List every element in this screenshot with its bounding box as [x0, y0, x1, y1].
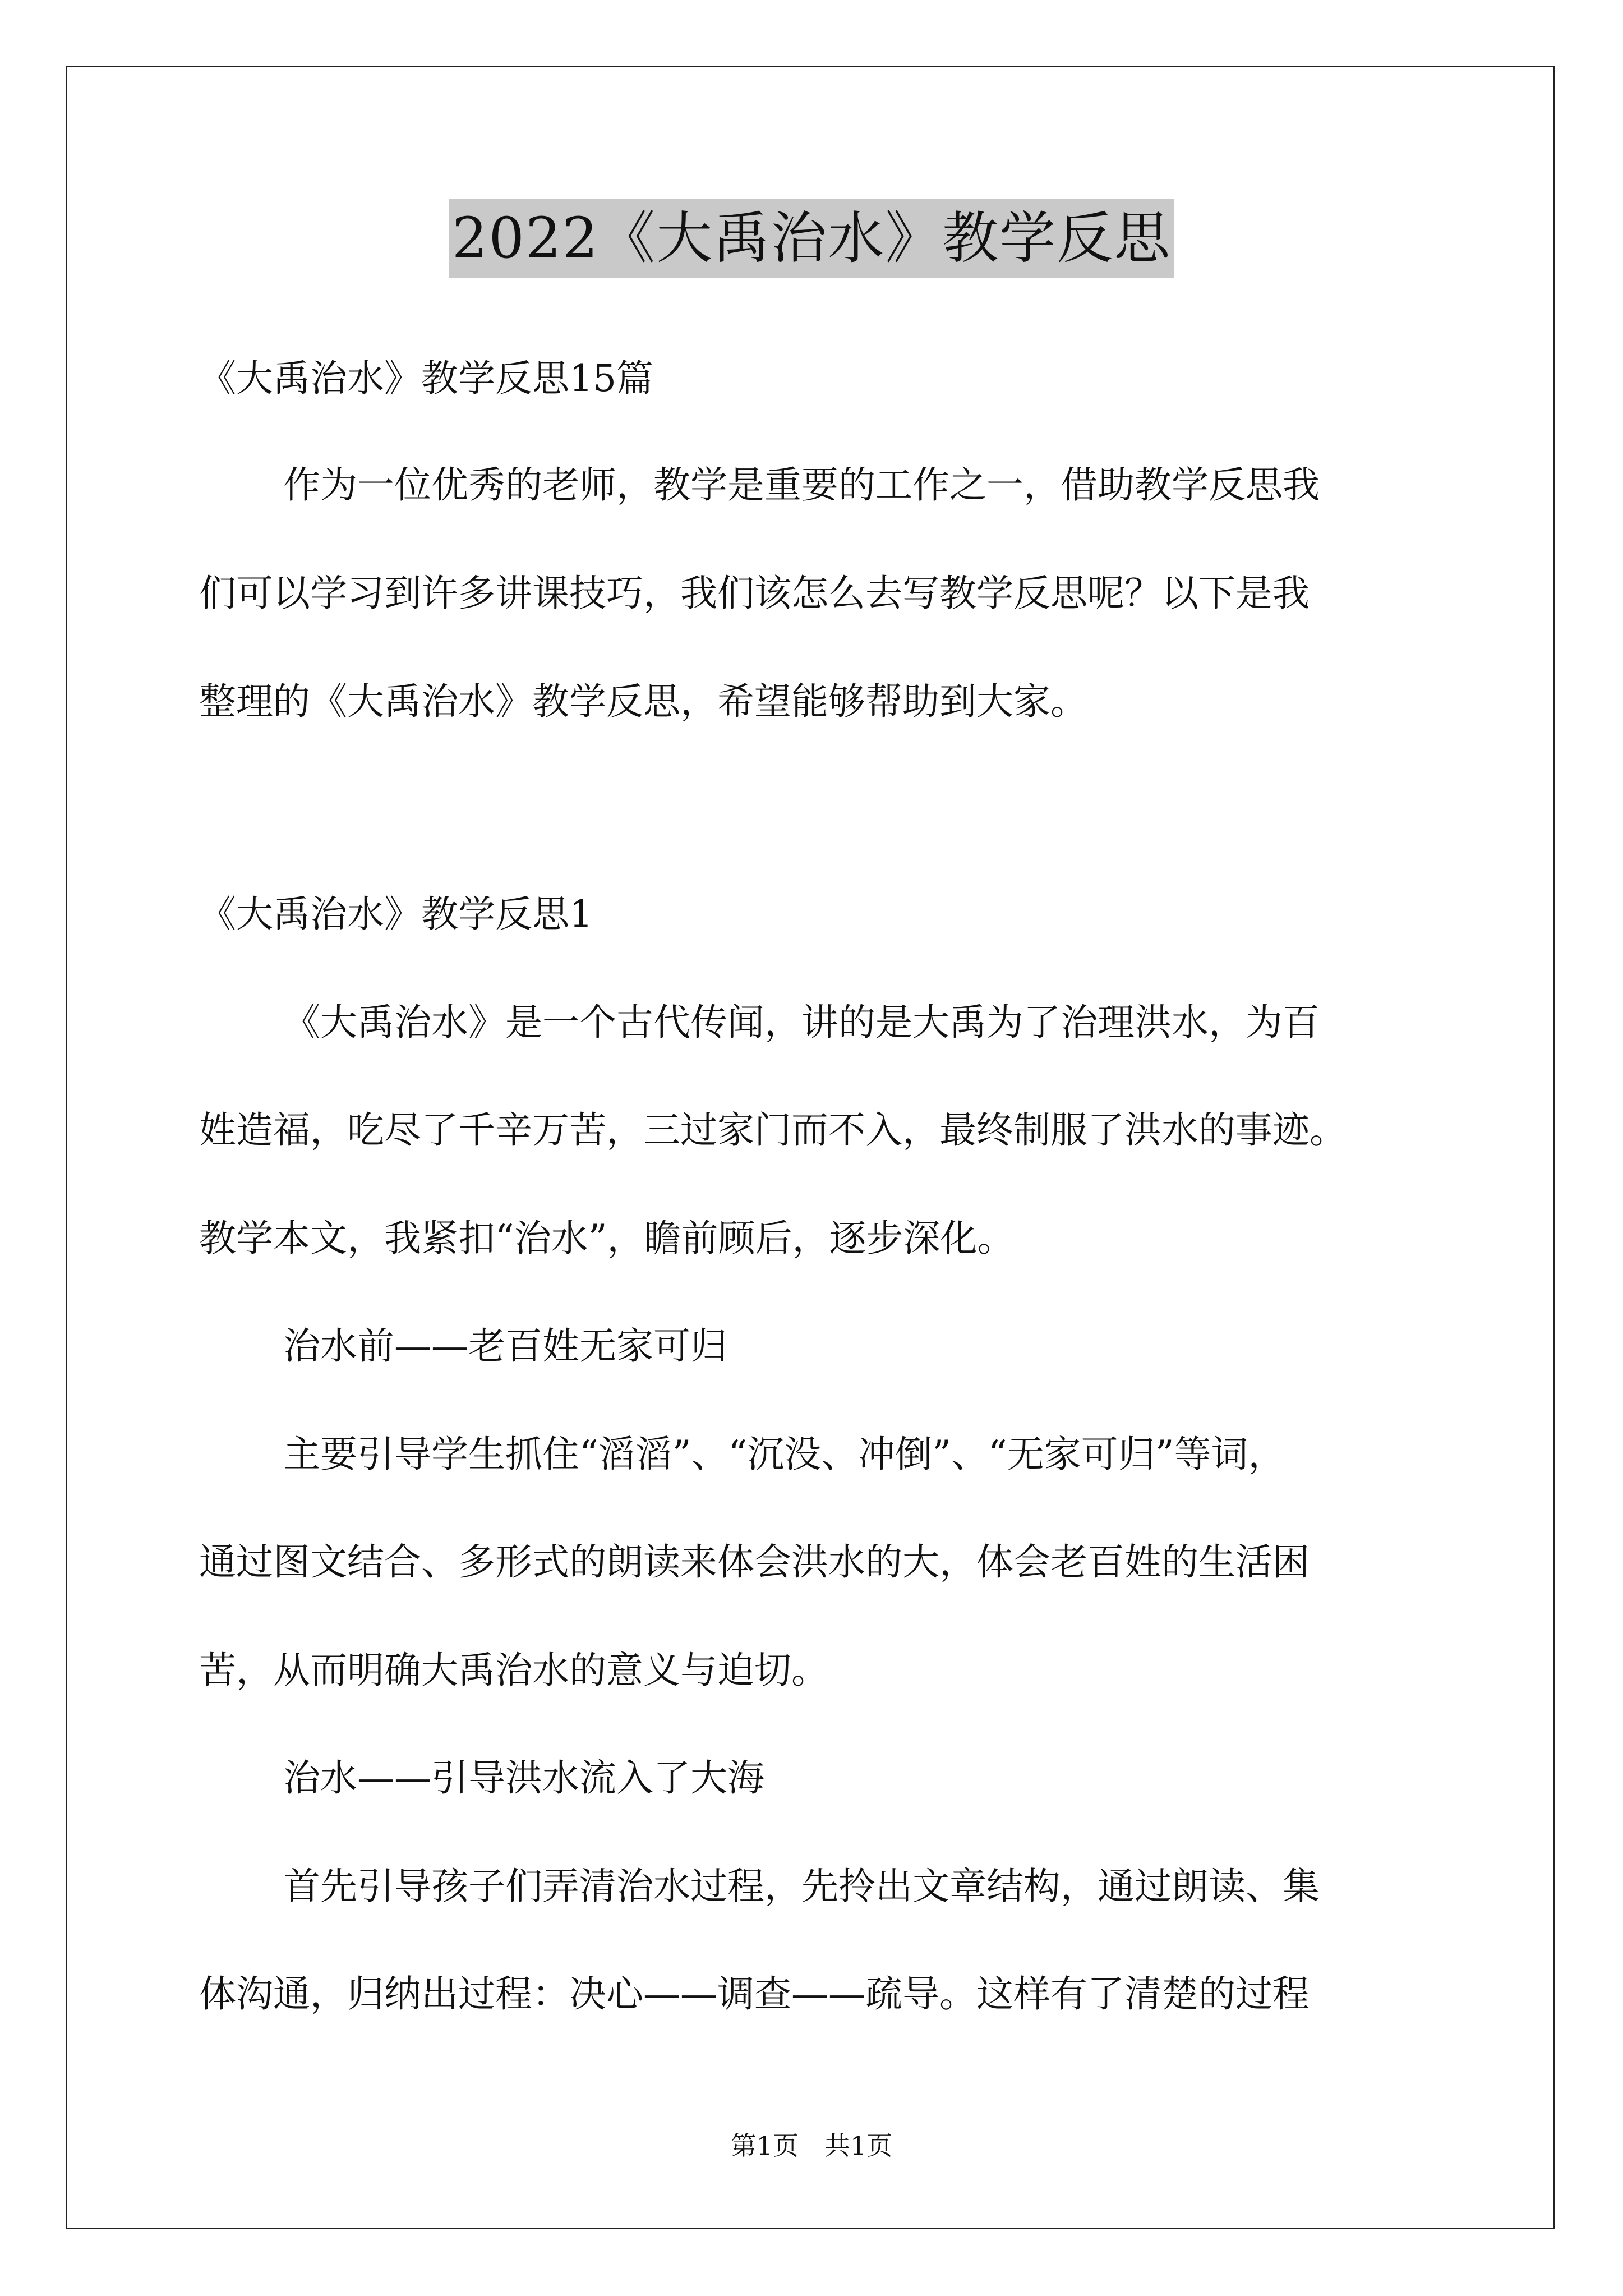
page-footer: 第1页 共1页: [730, 2131, 893, 2161]
body-line-5: 主要引导学生抓住“滔滔”、“沉没、冲倒”、“无家可归”等词，: [283, 1433, 1285, 1476]
document-subtitle: 《大禹治水》教学反思15篇: [199, 357, 653, 400]
body-subheading-2: 治水——引导洪水流入了大海: [283, 1756, 764, 1800]
body-line-2: 姓造福，吃尽了千辛万苦，三过家门而不入，最终制服了洪水的事迹。: [199, 1108, 1347, 1152]
body-line-3: 教学本文，我紧扣“治水”，瞻前顾后，逐步深化。: [199, 1217, 1015, 1260]
section-heading: 《大禹治水》教学反思1: [199, 892, 593, 936]
body-subheading-1: 治水前——老百姓无家可归: [283, 1324, 727, 1368]
body-line-7: 苦，从而明确大禹治水的意义与迫切。: [199, 1649, 828, 1692]
body-line-1: 《大禹治水》是一个古代传闻，讲的是大禹为了治理洪水，为百: [283, 1001, 1320, 1044]
intro-line-3: 整理的《大禹治水》教学反思，希望能够帮助到大家。: [199, 680, 1087, 723]
intro-line-1: 作为一位优秀的老师，教学是重要的工作之一，借助教学反思我: [283, 463, 1320, 507]
body-line-6: 通过图文结合、多形式的朗读来体会洪水的大，体会老百姓的生活困: [199, 1540, 1310, 1584]
title-container: [0, 199, 1623, 278]
intro-line-2: 们可以学习到许多讲课技巧，我们该怎么去写教学反思呢？以下是我: [199, 572, 1310, 615]
body-line-10: 体沟通，归纳出过程：决心——调查——疏导。这样有了清楚的过程: [199, 1972, 1310, 2016]
document-title: 2022《大禹治水》教学反思: [449, 199, 1175, 278]
body-line-9: 首先引导孩子们弄清治水过程，先拎出文章结构，通过朗读、集: [283, 1865, 1320, 1908]
